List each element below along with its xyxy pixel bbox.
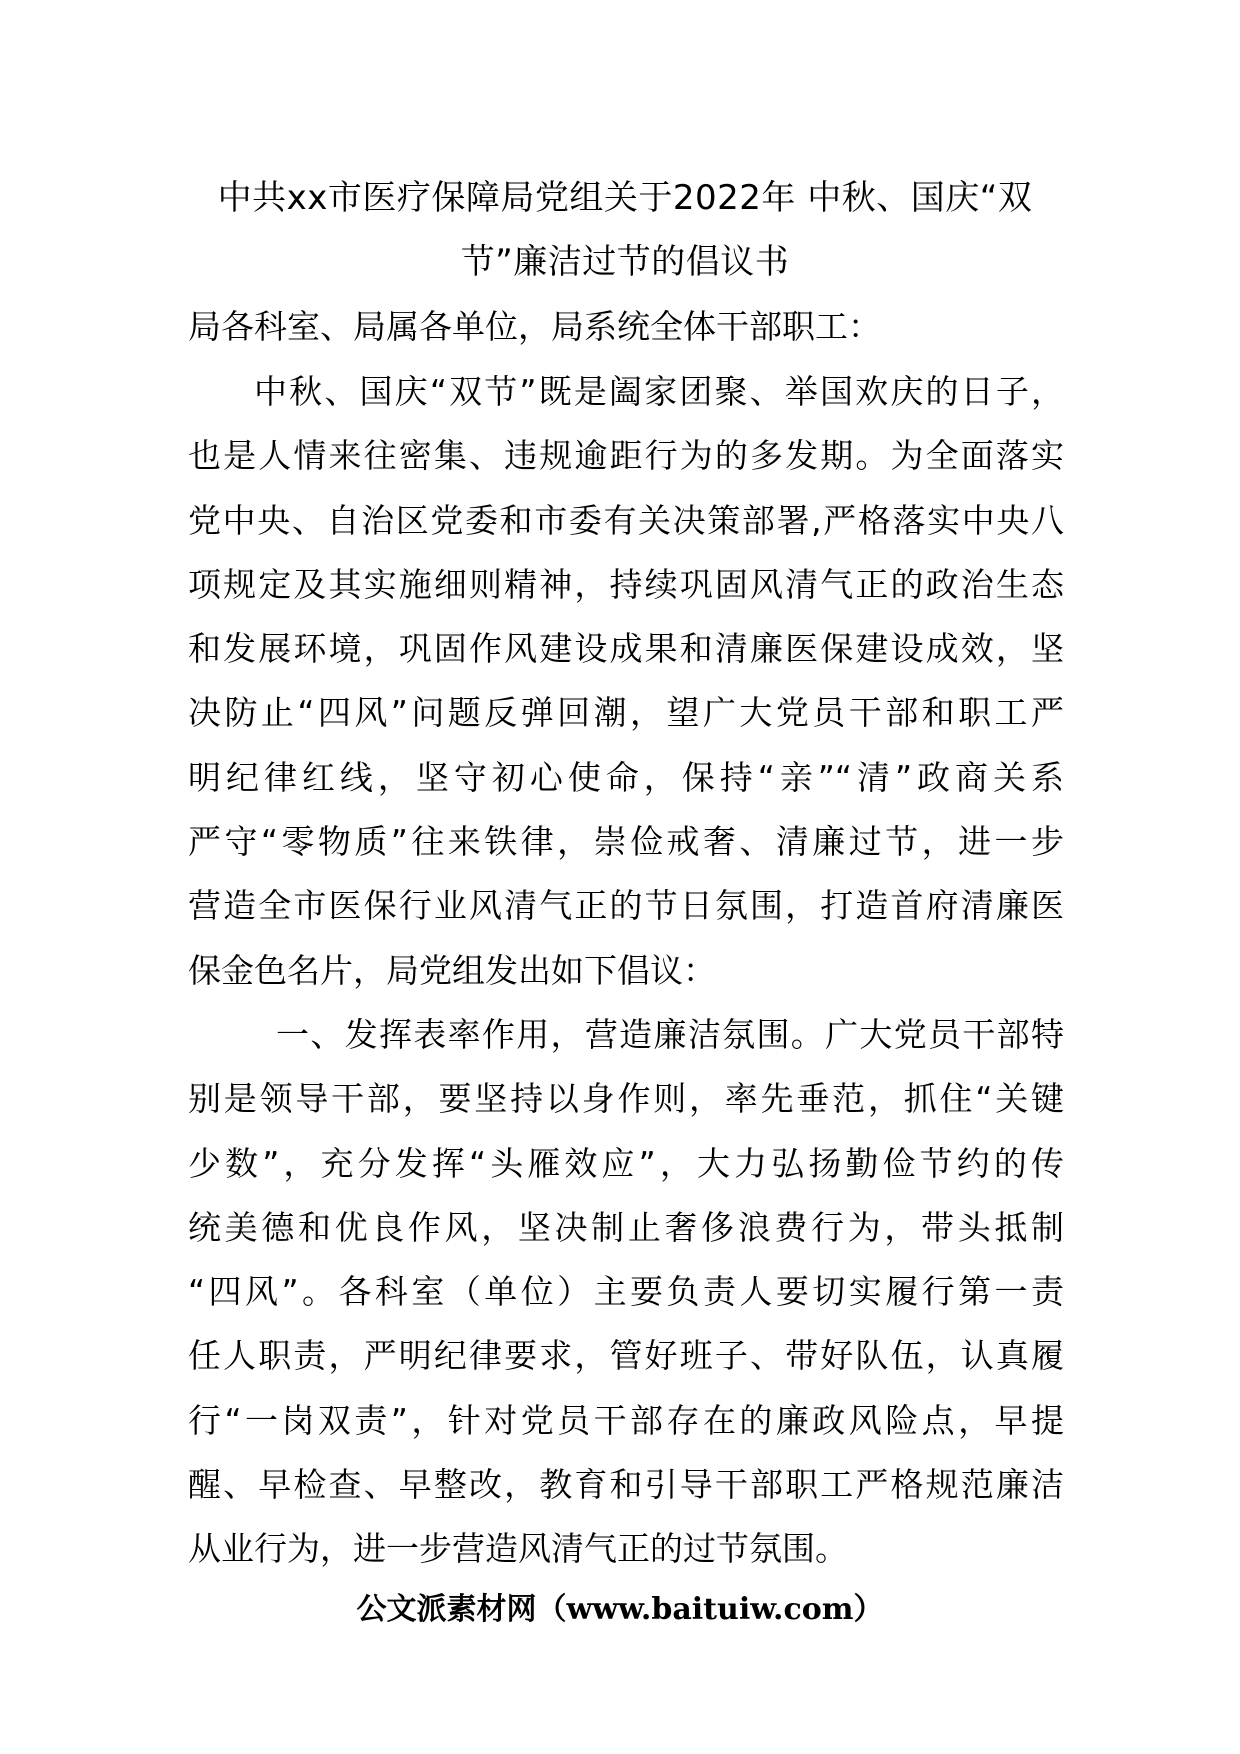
title-line: 节”廉洁过节的倡议书 [460,242,790,282]
paragraph-line: 和发展环境，巩固作风建设成果和清廉医保建设成效，坚 [188,629,1064,669]
salutation: 局各科室、局属各单位，局系统全体干部职工： [188,307,881,346]
paragraph-line: 严守“零物质”往来铁律，崇俭戒奢、清廉过节，进一步 [188,822,1064,862]
paragraph-line: 从业行为，进一步营造风清气正的过节氛围。 [188,1529,848,1569]
paragraph-line: 统美德和优良作风，坚决制止奢侈浪费行为，带头抵制 [188,1207,1064,1247]
paragraph-line: 任人职责，严明纪律要求，管好班子、带好队伍，认真履 [188,1336,1064,1376]
paragraph-line: 一、发挥表率作用，营造廉洁氛围。广大党员干部特 [276,1015,1064,1054]
paragraph-line: 醒、早检查、早整改，教育和引导干部职工严格规范廉洁 [188,1465,1064,1505]
paragraph-line: 别是领导干部，要坚持以身作则，率先垂范，抓住“关键 [188,1079,1064,1119]
paragraph-line: 行“一岗双责”，针对党员干部存在的廉政风险点，早提 [188,1400,1064,1440]
paragraph-line: 保金色名片，局党组发出如下倡议： [188,950,716,990]
paragraph-line: 项规定及其实施细则精神，持续巩固风清气正的政治生态 [188,564,1064,604]
paragraph-intro [188,360,1064,1003]
paragraph-line: 营造全市医保行业风清气正的节日氛围，打造首府清廉医 [188,886,1064,926]
paragraph-line: 明纪律红线，坚守初心使命，保持“亲”“清”政商关系 [188,757,1064,797]
paragraph-line: 决防止“四风”问题反弹回潮，望广大党员干部和职工严 [188,693,1064,733]
paragraph-item-one [188,1003,1064,1582]
title-line: 中共xx市医疗保障局党组关于2022年 中秋、国庆“双 [217,178,1033,218]
footer-watermark: 公文派素材网（www.baituiw.com） [356,1592,884,1627]
paragraph-line: “四风”。各科室（单位）主要负责人要切实履行第一责 [188,1272,1064,1312]
paragraph-line: 党中央、自治区党委和市委有关决策部署,严格落实中央八 [188,500,1064,540]
paragraph-line: 中秋、国庆“双节”既是阖家团聚、举国欢庆的日子， [254,372,1064,411]
paragraph-line: 少数”，充分发挥“头雁效应”，大力弘扬勤俭节约的传 [188,1143,1064,1183]
paragraph-line: 也是人情来往密集、违规逾距行为的多发期。为全面落实 [188,436,1064,476]
document-title [190,166,1060,294]
